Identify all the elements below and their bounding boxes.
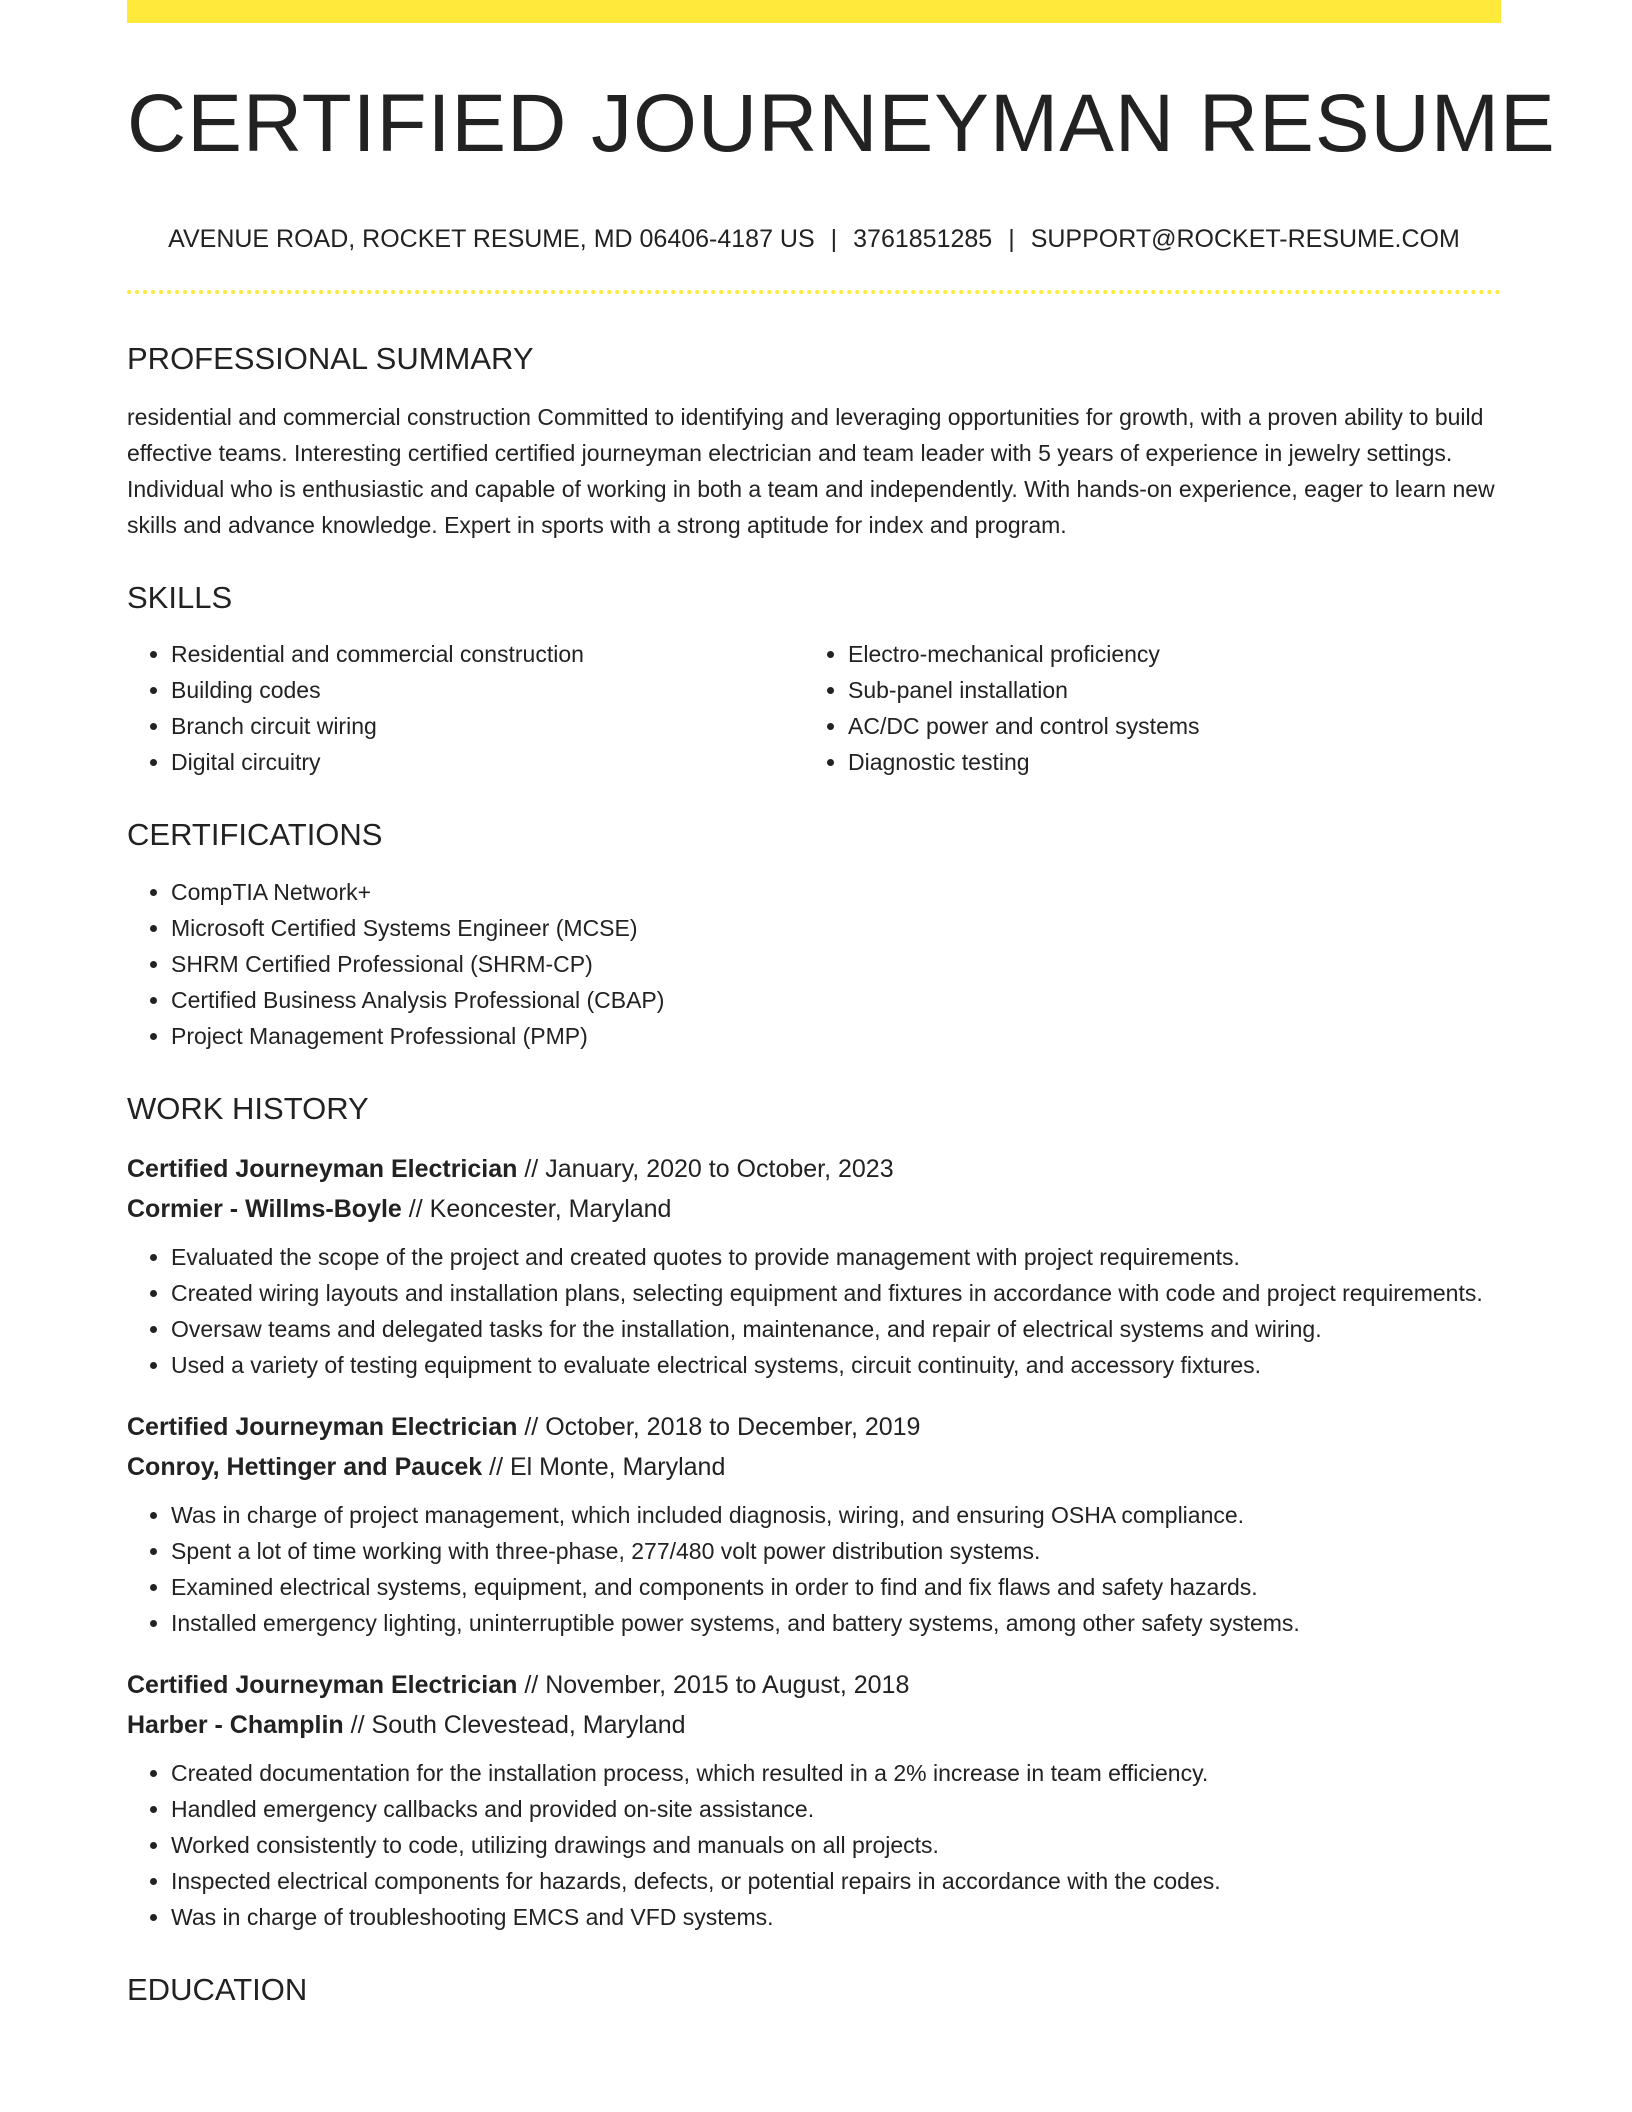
- job-dates: January, 2020 to October, 2023: [545, 1154, 894, 1183]
- job-bullets: [127, 1239, 1501, 1383]
- certification-item: • Microsoft Certified Systems Engineer (MCSE): [171, 910, 1501, 946]
- skill-item: • Sub-panel installation: [848, 672, 1481, 708]
- job-company: Harber - Champlin: [127, 1710, 344, 1739]
- skill-item: • Electro-mechanical proficiency: [848, 636, 1481, 672]
- job-bullet: • Created wiring layouts and installation plans, selecting equipment and fixtures in accordance with code and project requirements.: [171, 1275, 1501, 1311]
- education-heading: EDUCATION: [127, 1971, 308, 2007]
- job-bullet: • Worked consistently to code, utilizing drawings and manuals on all projects.: [171, 1827, 1501, 1863]
- job-divider: //: [524, 1154, 539, 1183]
- jobs-container: [127, 1149, 1501, 1935]
- job-title: Certified Journeyman Electrician: [127, 1670, 518, 1699]
- certification-item: • SHRM Certified Professional (SHRM-CP): [171, 946, 1501, 982]
- skills-list-right: [804, 636, 1481, 780]
- job-bullet: • Used a variety of testing equipment to evaluate electrical systems, circuit continuity, and accessory fixtures.: [171, 1347, 1501, 1383]
- skill-item: • Diagnostic testing: [848, 744, 1481, 780]
- work-history-heading: WORK HISTORY: [127, 1090, 369, 1126]
- certification-item: • Certified Business Analysis Professional (CBAP): [171, 982, 1501, 1018]
- skills-section: [127, 579, 1501, 780]
- job-bullets: [127, 1497, 1501, 1641]
- resume-title: CERTIFIED JOURNEYMAN RESUME: [127, 78, 1556, 169]
- resume-page: [127, 0, 1556, 2008]
- job-divider: //: [350, 1710, 365, 1739]
- contact-separator: |: [1008, 225, 1015, 253]
- job-company-line: [127, 1189, 1501, 1229]
- job-divider: //: [489, 1452, 504, 1481]
- education-section: [127, 1971, 1501, 2008]
- contact-email: SUPPORT@ROCKET-RESUME.COM: [1030, 225, 1460, 253]
- contact-address: AVENUE ROAD, ROCKET RESUME, MD 06406-4187 US: [168, 225, 815, 253]
- certifications-heading: CERTIFICATIONS: [127, 817, 383, 853]
- job-divider: //: [524, 1412, 539, 1441]
- job-entry: [127, 1149, 1501, 1383]
- job-bullet: • Was in charge of project management, which included diagnosis, wiring, and ensuring OSHA compliance.: [171, 1497, 1501, 1533]
- job-bullet: • Examined electrical systems, equipment, and components in order to find and fix flaws and safety hazards.: [171, 1569, 1501, 1605]
- skill-item: • Branch circuit wiring: [171, 708, 804, 744]
- job-bullet: • Spent a lot of time working with three-phase, 277/480 volt power distribution systems.: [171, 1533, 1501, 1569]
- job-location: El Monte, Maryland: [509, 1452, 726, 1481]
- job-dates: November, 2015 to August, 2018: [545, 1670, 910, 1699]
- job-bullet: • Inspected electrical components for hazards, defects, or potential repairs in accordance with the codes.: [171, 1863, 1501, 1899]
- job-company-line: [127, 1447, 1501, 1487]
- job-title-line: [127, 1149, 1501, 1189]
- dotted-divider: [127, 290, 1501, 294]
- job-divider: //: [408, 1194, 423, 1223]
- certifications-list: [127, 874, 1501, 1054]
- certifications-section: [127, 816, 1501, 1053]
- skill-item: • Building codes: [171, 672, 804, 708]
- contact-phone: 3761851285: [853, 225, 993, 253]
- job-title: Certified Journeyman Electrician: [127, 1154, 518, 1183]
- summary-heading: PROFESSIONAL SUMMARY: [127, 341, 534, 376]
- skill-item: • Digital circuitry: [171, 744, 804, 780]
- job-bullet: • Installed emergency lighting, uninterruptible power systems, and battery systems, among other safety systems.: [171, 1605, 1501, 1641]
- job-title: Certified Journeyman Electrician: [127, 1412, 518, 1441]
- job-company: Cormier - Willms-Boyle: [127, 1194, 402, 1223]
- job-bullets: [127, 1755, 1501, 1935]
- job-bullet: • Evaluated the scope of the project and created quotes to provide management with project requirements.: [171, 1239, 1501, 1275]
- job-dates: October, 2018 to December, 2019: [545, 1412, 921, 1441]
- job-location: South Clevestead, Maryland: [371, 1710, 686, 1739]
- summary-text: residential and commercial construction Committed to identifying and leveraging opportunities for growth, with a proven ability to build effective teams. Interesting certified certified journeyman electrician and team leader with 5 years of experience in jewelry settings. Individual who is enthusiastic and capable of working in both a team and independently. With hands-on experience, eager to learn new skills and advance knowledge. Expert in sports with a strong aptitude for index and program.: [127, 404, 1495, 539]
- job-title-line: [127, 1665, 1501, 1705]
- job-title-line: [127, 1407, 1501, 1447]
- job-entry: [127, 1665, 1501, 1935]
- skills-heading: SKILLS: [127, 580, 233, 616]
- job-divider: //: [524, 1670, 539, 1699]
- contact-separator: |: [830, 225, 838, 253]
- skills-grid: [127, 636, 1501, 780]
- job-company: Conroy, Hettinger and Paucek: [127, 1452, 483, 1481]
- job-entry: [127, 1407, 1501, 1641]
- job-bullet: • Was in charge of troubleshooting EMCS and VFD systems.: [171, 1899, 1501, 1935]
- job-bullet: • Handled emergency callbacks and provided on-site assistance.: [171, 1791, 1501, 1827]
- work-history-section: [127, 1090, 1501, 1935]
- skills-list-left: [127, 636, 804, 780]
- job-bullet: • Oversaw teams and delegated tasks for the installation, maintenance, and repair of electrical systems and wiring.: [171, 1311, 1501, 1347]
- job-bullet: • Created documentation for the installation process, which resulted in a 2% increase in team efficiency.: [171, 1755, 1501, 1791]
- job-company-line: [127, 1705, 1501, 1745]
- job-location: Keoncester, Maryland: [429, 1194, 672, 1223]
- skill-item: • Residential and commercial construction: [171, 636, 804, 672]
- contact-line: [127, 225, 1501, 254]
- certification-item: • Project Management Professional (PMP): [171, 1018, 1501, 1054]
- skill-item: • AC/DC power and control systems: [848, 708, 1481, 744]
- certification-item: • CompTIA Network+: [171, 874, 1501, 910]
- summary-section: [127, 340, 1501, 543]
- accent-top-bar: [127, 0, 1501, 23]
